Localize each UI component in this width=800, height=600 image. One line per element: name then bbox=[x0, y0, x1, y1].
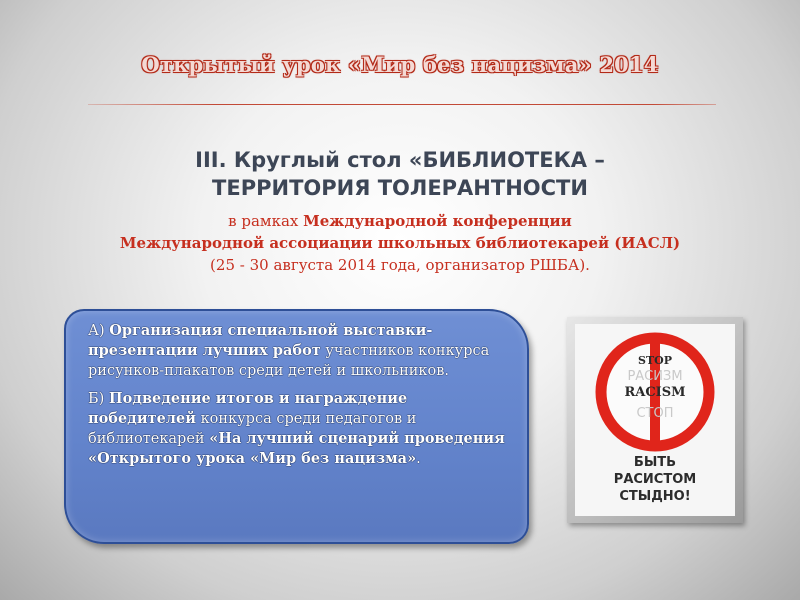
poster-caption-1: БЫТЬ bbox=[633, 455, 677, 470]
stop-racism-poster bbox=[575, 324, 735, 516]
poster-stop-ru: СТОП bbox=[636, 406, 674, 421]
heading-line-2: ТЕРРИТОРИЯ ТОЛЕРАНТНОСТИ bbox=[212, 176, 588, 200]
item-b-marker: Б) bbox=[88, 391, 109, 407]
subtitle bbox=[60, 210, 740, 276]
info-panel bbox=[64, 309, 529, 544]
subtitle-line-2 bbox=[60, 232, 740, 254]
poster-caption-3: СТЫДНО! bbox=[619, 489, 691, 504]
item-b-bold-2: «На лучший сценарий проведения «Открытого урока «Мир без нацизма» bbox=[88, 430, 505, 467]
item-a-marker: А) bbox=[88, 323, 110, 339]
subtitle-line-3: (25 - 30 августа 2014 года, организатор РШБА). bbox=[210, 256, 590, 274]
item-b-end: . bbox=[416, 451, 421, 467]
item-a bbox=[88, 321, 513, 381]
poster-racism-en: RACISM bbox=[624, 385, 686, 400]
item-a-bold: Организация специальной выставки-презентации лучших работ bbox=[88, 322, 433, 359]
poster-caption-2: РАСИСТОМ bbox=[613, 472, 697, 487]
subtitle-conference: Международной конференции bbox=[303, 212, 572, 230]
slide-title: Открытый урок «Мир без нацизма» 2014 bbox=[141, 52, 659, 77]
item-a-text: участников конкурса рисунков-плакатов среди детей и школьников. bbox=[88, 343, 490, 379]
item-b bbox=[88, 389, 513, 469]
title-divider bbox=[88, 104, 716, 105]
subtitle-association: Международной ассоциации школьных библиотекарей (ИАСЛ) bbox=[119, 234, 681, 252]
info-panel-text bbox=[88, 321, 513, 477]
section-heading bbox=[100, 146, 700, 202]
item-b-text: конкурса среди педагогов и библиотекарей bbox=[88, 411, 417, 447]
item-b-bold: Подведение итогов и награждение победителей bbox=[88, 390, 408, 427]
poster-stop-en: STOP bbox=[638, 354, 672, 367]
subtitle-prefix: в рамках bbox=[228, 212, 304, 230]
poster-racism-ru: РАСИЗМ bbox=[627, 369, 683, 384]
poster-graphic bbox=[575, 324, 735, 516]
subtitle-line-1 bbox=[60, 210, 740, 232]
heading-line-1: III. Круглый стол «БИБЛИОТЕКА – bbox=[195, 148, 605, 172]
